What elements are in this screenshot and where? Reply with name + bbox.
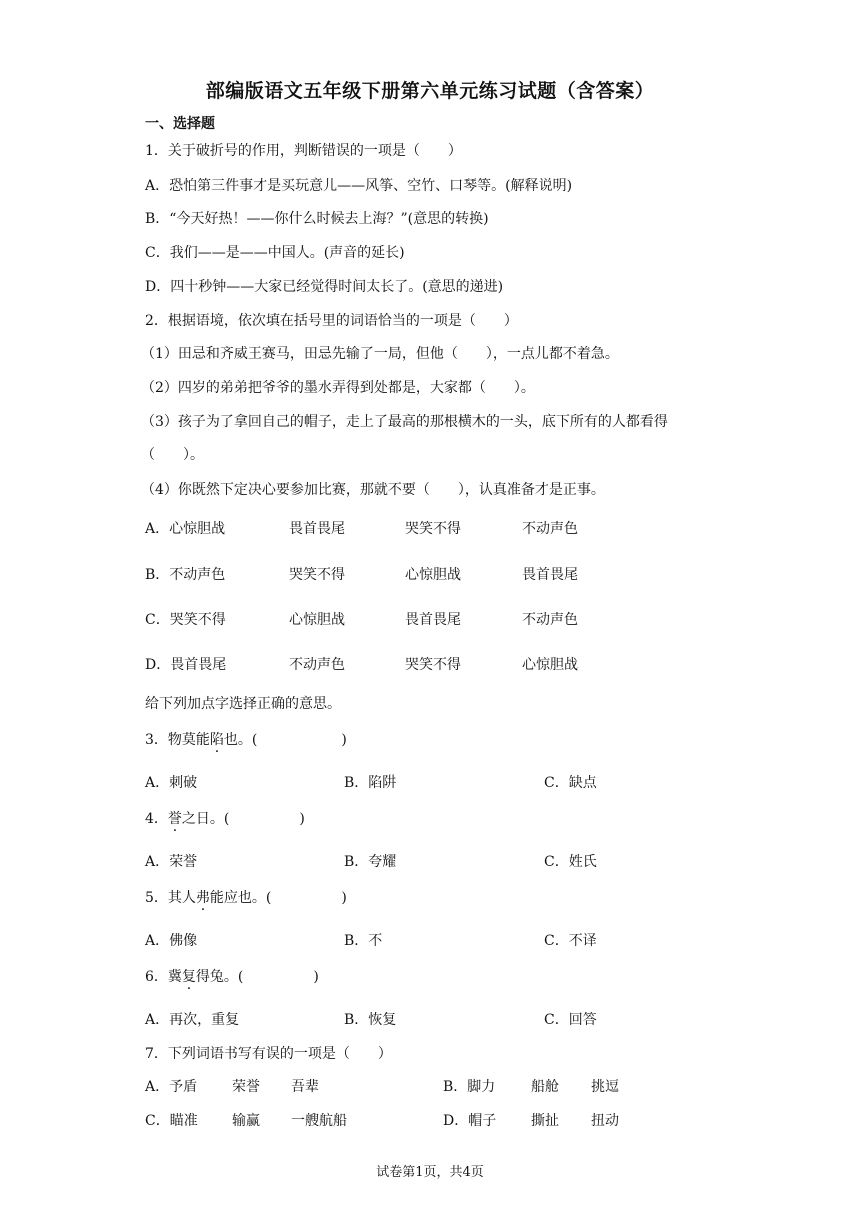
q2-sentence-3: （3）孩子为了拿回自己的帽子，走上了最高的那根横木的一头，底下所有的人都看得	[141, 414, 668, 430]
word: 船舱	[531, 1079, 559, 1095]
section-intro: 给下列加点字选择正确的意思。	[145, 696, 341, 712]
option: C．回答	[544, 1012, 597, 1028]
option-word: 畏首畏尾	[405, 612, 461, 628]
word: 荣誉	[232, 1079, 260, 1095]
option: B．恢复	[344, 1012, 397, 1028]
q1-option-a: A．恐怕第三件事才是买玩意儿——风筝、空竹、口琴等。(解释说明)	[145, 178, 573, 194]
q1-option-d: D．四十秒钟——大家已经觉得时间太长了。(意思的递进)	[145, 279, 504, 295]
word: 吾辈	[291, 1079, 319, 1095]
word: 一艘航船	[291, 1113, 347, 1129]
option-word: 不动声色	[289, 657, 345, 673]
option-word: 哭笑不得	[405, 657, 461, 673]
dotted-char: 弗	[195, 890, 210, 906]
q4-stem: 4．誉之日。( )	[145, 811, 305, 827]
dotted-char: 复	[181, 969, 196, 985]
option-word: 心惊胆战	[405, 567, 461, 583]
option: B．脚力	[443, 1079, 496, 1095]
option: C．姓氏	[544, 854, 597, 870]
option-word: 心惊胆战	[522, 657, 578, 673]
word: 挑逗	[591, 1079, 619, 1095]
dotted-char: 誉	[167, 811, 182, 827]
option-word: 不动声色	[522, 612, 578, 628]
option: B．不	[344, 933, 383, 949]
option: C．不译	[544, 933, 597, 949]
option-word: 畏首畏尾	[289, 521, 345, 537]
word: 撕扯	[531, 1113, 559, 1129]
option: C．缺点	[544, 775, 597, 791]
option: A．荣誉	[145, 854, 198, 870]
q2-stem: 2．根据语境，依次填在括号里的词语恰当的一项是（ ）	[145, 313, 518, 329]
dotted-char: 陷	[209, 732, 224, 748]
word: 扭动	[591, 1113, 619, 1129]
page-footer: 试卷第1页，共4页	[376, 1165, 484, 1180]
q2-sentence-4: （4）你既然下定决心要参加比赛，那就不要（ ），认真准备才是正事。	[141, 482, 605, 498]
q3-stem: 3．物莫能陷也。( )	[145, 732, 347, 748]
q1-stem: 1．关于破折号的作用，判断错误的一项是（ ）	[145, 143, 462, 159]
option: A．予盾	[145, 1079, 198, 1095]
option: A．佛像	[145, 933, 198, 949]
option-word: B．不动声色	[145, 567, 226, 583]
option: A．再次，重复	[145, 1012, 240, 1028]
option: B．夸耀	[344, 854, 397, 870]
option-word: 哭笑不得	[289, 567, 345, 583]
option-word: C．哭笑不得	[145, 612, 226, 628]
q6-stem: 6．冀复得兔。( )	[145, 969, 319, 985]
q2-sentence-3-cont: （ ）。	[141, 447, 204, 463]
q5-stem: 5．其人弗能应也。( )	[145, 890, 347, 906]
option-word: 不动声色	[522, 521, 578, 537]
q1-option-b: B．“今天好热！——你什么时候去上海？”(意思的转换)	[145, 211, 489, 227]
option: B．陷阱	[344, 775, 397, 791]
q2-sentence-1: （1）田忌和齐威王赛马，田忌先输了一局，但他（ ），一点儿都不着急。	[141, 346, 619, 362]
option-word: D．畏首畏尾	[145, 657, 227, 673]
option: A．刺破	[145, 775, 198, 791]
page-title: 部编版语文五年级下册第六单元练习试题（含答案）	[205, 80, 655, 102]
option: C．瞄准	[145, 1113, 198, 1129]
option: D．帽子	[443, 1113, 497, 1129]
section-heading: 一、选择题	[145, 116, 215, 132]
q7-stem: 7．下列词语书写有误的一项是（ ）	[145, 1046, 392, 1062]
option-word: A．心惊胆战	[145, 521, 226, 537]
option-word: 哭笑不得	[405, 521, 461, 537]
option-word: 畏首畏尾	[522, 567, 578, 583]
word: 输赢	[232, 1113, 260, 1129]
option-word: 心惊胆战	[289, 612, 345, 628]
q2-sentence-2: （2）四岁的弟弟把爷爷的墨水弄得到处都是，大家都（ ）。	[141, 380, 535, 396]
q1-option-c: C．我们——是——中国人。(声音的延长)	[145, 245, 405, 261]
